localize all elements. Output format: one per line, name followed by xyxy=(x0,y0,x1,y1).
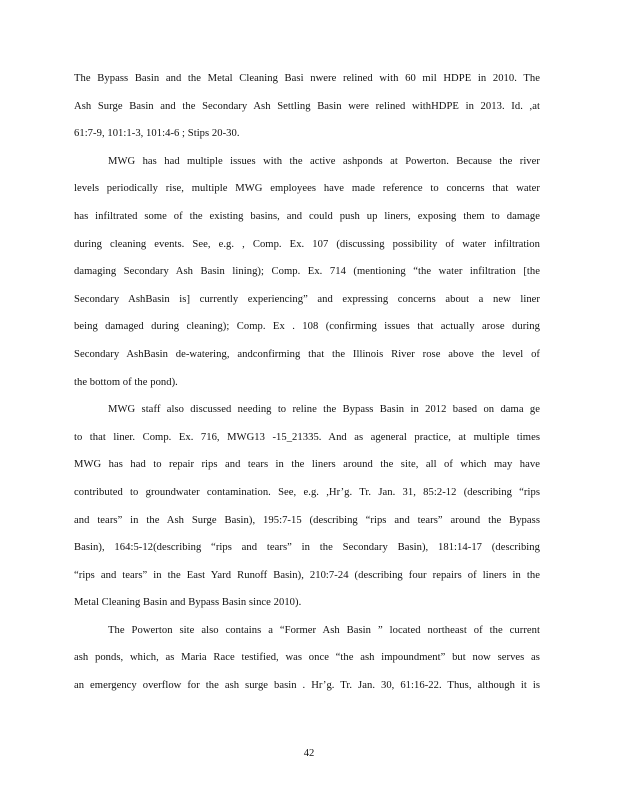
text-line: MWG staff also discussed needing to reline the Bypass Basin in 2012 based on dama ge xyxy=(108,404,540,416)
paragraph xyxy=(74,624,540,707)
text-line: the bottom of the pond). xyxy=(74,376,178,388)
text-line: levels periodically rise, multiple MWG employees have made reference to concerns that water xyxy=(74,183,540,195)
text-line: Metal Cleaning Basin and Bypass Basin since 2010). xyxy=(74,597,302,609)
text-line: The Powerton site also contains a “Former Ash Basin ” located northeast of the current xyxy=(108,624,540,636)
text-line: contributed to groundwater contamination. See, e.g. ,Hr’g. Tr. Jan. 31, 85:2-12 (describing “rips xyxy=(74,486,540,498)
text-line: Secondary AshBasin de-watering, andconfirming that the Illinois River rose above the level of xyxy=(74,348,540,360)
text-line: Ash Surge Basin and the Secondary Ash Settling Basin were relined withHDPE in 2013. Id. ,at xyxy=(74,100,540,112)
text-line: and tears” in the Ash Surge Basin), 195:7-15 (describing “rips and tears” around the Bypass xyxy=(74,514,540,526)
text-line: “rips and tears” in the East Yard Runoff Basin), 210:7-24 (describing four repairs of liners in the xyxy=(74,569,540,581)
paragraph xyxy=(74,72,540,155)
text-line: MWG has had multiple issues with the active ashponds at Powerton. Because the river xyxy=(108,155,540,167)
paragraph xyxy=(74,403,540,624)
text-line: during cleaning events. See, e.g. , Comp. Ex. 107 (discussing possibility of water infiltration xyxy=(74,238,540,250)
text-line: has infiltrated some of the existing basins, and could push up liners, exposing them to damage xyxy=(74,210,540,222)
text-line: damaging Secondary Ash Basin lining); Comp. Ex. 714 (mentioning “the water infiltration [the xyxy=(74,266,540,278)
document-body xyxy=(74,72,540,707)
text-line: The Bypass Basin and the Metal Cleaning Basi nwere relined with 60 mil HDPE in 2010. The xyxy=(74,73,540,84)
text-line: Secondary AshBasin is] currently experiencing” and expressing concerns about a new liner xyxy=(74,293,540,305)
text-line: being damaged during cleaning); Comp. Ex . 108 (confirming issues that actually arose during xyxy=(74,321,540,333)
text-line: MWG has had to repair rips and tears in the liners around the site, all of which may have xyxy=(74,459,540,471)
text-line: ash ponds, which, as Maria Race testified, was once “the ash impoundment” but now serves as xyxy=(74,652,540,664)
text-line: an emergency overflow for the ash surge basin . Hr’g. Tr. Jan. 30, 61:16-22. Thus, although it is xyxy=(74,680,540,692)
page-number: 42 xyxy=(303,748,315,759)
text-line: 61:7-9, 101:1-3, 101:4-6 ; Stips 20-30. xyxy=(74,128,240,140)
paragraph xyxy=(74,155,540,403)
text-line: to that liner. Comp. Ex. 716, MWG13 -15_21335. And as ageneral practice, at multiple times xyxy=(74,431,540,443)
text-line: Basin), 164:5-12(describing “rips and tears” in the Secondary Basin), 181:14-17 (describing xyxy=(74,542,540,554)
